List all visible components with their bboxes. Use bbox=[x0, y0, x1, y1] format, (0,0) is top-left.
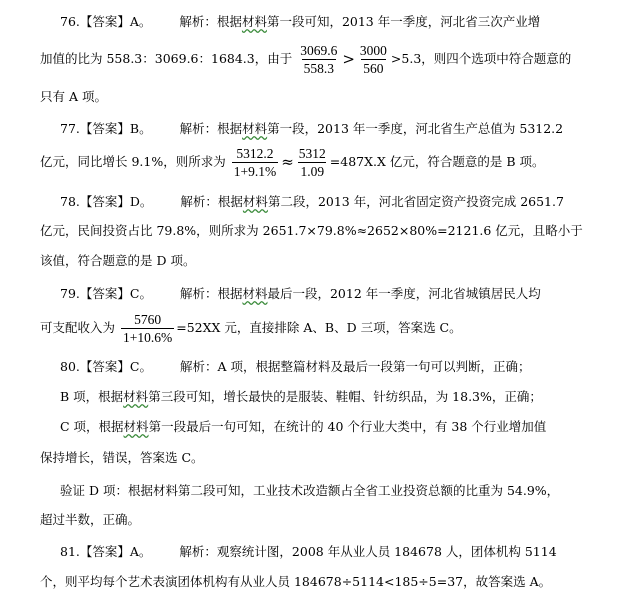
answer-78-line-1: 78.【答案】D。 解析：根据材料第二段，2013 年，河北省固定资产投资完成 2651.7 bbox=[60, 194, 564, 209]
answer-81-label: 81.【答案】A。 bbox=[60, 544, 152, 559]
answer-78-line-2: 亿元，民间投资占比 79.8%，则所求为 2651.7×79.8%≈2652×80%=2121.6 亿元，且略小于 bbox=[40, 223, 583, 238]
answer-80-line-1: 80.【答案】C。 解析：A 项，根据整篇材料及最后一段第一句可以判断，正确； bbox=[60, 359, 531, 374]
answer-78-label: 78.【答案】D。 bbox=[60, 194, 153, 209]
answer-79-line-1: 79.【答案】C。 解析：根据材料最后一段，2012 年一季度，河北省城镇居民人均 bbox=[60, 286, 541, 301]
answer-76-line-1: 76.【答案】A。 解析：根据材料第一段可知，2013 年一季度，河北省三次产业增 bbox=[60, 14, 541, 29]
fraction-3069-6-over-558-3: $\frac{3069.6}{558.3}$ bbox=[300, 43, 338, 76]
answer-76-line-3: 只有 A 项。 bbox=[40, 89, 107, 104]
answer-77-label: 77.【答案】B。 bbox=[60, 121, 152, 136]
answer-81-line-1: 81.【答案】A。 解析：观察统计图，2008 年从业人员 184678 人，团体机构 5114 bbox=[60, 544, 557, 559]
answer-77-line-1: 77.【答案】B。 解析：根据材料第一段，2013 年一季度，河北省生产总值为 5312.2 bbox=[60, 121, 564, 136]
answer-80-verify-d: 验证 D 项：根据材料第二段可知，工业技术改造额占全省工业投资总额的比重为 54.9%， bbox=[60, 483, 560, 498]
answer-79-line-2: 可支配收入为 $\frac{5760}{1+10.6\%}$ =52XX 元，直接排除 A、B、D 三项，答案选 C。 bbox=[40, 312, 462, 345]
answer-80-label: 80.【答案】C。 bbox=[60, 359, 152, 374]
answer-79-label: 79.【答案】C。 bbox=[60, 286, 152, 301]
fraction-3000-over-560: $\frac{3000}{560}$ bbox=[359, 43, 387, 76]
answer-77-line-2: 亿元，同比增长 9.1%，则所求为 $\frac{5312.2}{1+9.1\%}$ ≈ $\frac{5312}{1.09}$ =487X.X 亿元，符合题意的是 B 项。 bbox=[40, 146, 545, 179]
fraction-5312-over-1-09: $\frac{5312}{1.09}$ bbox=[298, 146, 326, 179]
answer-78-line-3: 该值，符合题意的是 D 项。 bbox=[40, 253, 196, 268]
fraction-5760-over-1-plus-10-6: $\frac{5760}{1+10.6\%}$ bbox=[123, 312, 173, 345]
answer-76-line-2: 加值的比为 558.3：3069.6：1684.3，由于 $\frac{3069.6}{558.3}$ > $\frac{3000}{560}$ >5.3，则四个选项中符合题意的 bbox=[40, 43, 572, 76]
fraction-5312-2-over-1-plus-9-1: $\frac{5312.2}{1+9.1\%}$ bbox=[233, 146, 277, 179]
answer-80-line-4: 保持增长，错误，答案选 C。 bbox=[40, 450, 204, 465]
answer-80-line-6: 超过半数，正确。 bbox=[40, 512, 141, 527]
answer-76-label: 76.【答案】A。 bbox=[60, 14, 152, 29]
answer-81-line-2: 个，则平均每个艺术表演团体机构有从业人员 184678÷5114<185÷5=37，故答案选 A。 bbox=[40, 574, 552, 589]
answer-80-line-3: C 项，根据材料第一段最后一句可知，在统计的 40 个行业大类中，有 38 个行业增加值 bbox=[60, 419, 547, 434]
answer-80-line-2: B 项，根据材料第三段可知，增长最快的是服装、鞋帽、针纺织品，为 18.3%，正确； bbox=[60, 389, 542, 404]
